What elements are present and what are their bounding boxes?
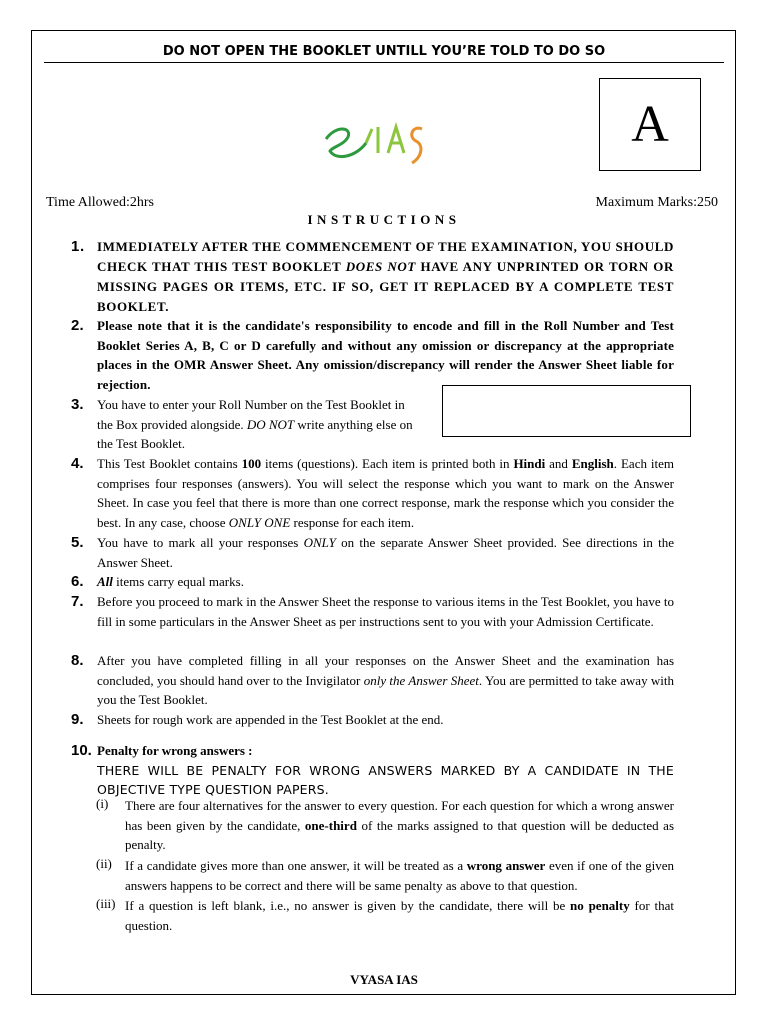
instruction-item: 10. Penalty for wrong answers : THERE WILL BE PENALTY FOR WRONG ANSWERS MARKED BY A CANDIDATE IN THE OBJECTIVE TYPE QUESTION PAPERS. bbox=[71, 742, 674, 798]
instruction-item: 1. IMMEDIATELY AFTER THE COMMENCEMENT OF THE EXAMINATION, YOU SHOULD CHECK THAT THIS TEST BOOKLET DOES NOT HAVE ANY UNPRINTED OR TORN OR MISSING PAGES OR ITEMS, ETC. IF SO, GET IT REPLACED BY A COMPLETE TEST BOOKLET. bbox=[71, 238, 674, 314]
penalty-number: (iii) bbox=[96, 896, 116, 911]
instruction-item: 2. Please note that it is the candidate's responsibility to encode and fill in the Roll Number and Test Booklet Series A, B, C or D carefully and without any omission or discrepancy at the appropriate places in the OMR Answer Sheet. Any omission/discrepancy will render the Answer Sheet liable for rejection. bbox=[71, 317, 674, 392]
booklet-warning: DO NOT OPEN THE BOOKLET UNTILL YOU’RE TOLD TO DO SO bbox=[162, 44, 606, 59]
maximum-marks: Maximum Marks:250 bbox=[595, 195, 718, 210]
penalty-item: If a candidate gives more than one answer, it will be treated as a wrong answer even if one of the given answers happens to be correct and there will be same penalty as above to that question. bbox=[125, 858, 675, 893]
series-letter: A bbox=[631, 96, 669, 153]
header-rule bbox=[44, 62, 724, 63]
instruction-item: 6. All items carry equal marks. bbox=[71, 573, 244, 590]
instruction-item: 4. This Test Booklet contains 100 items (questions). Each item is printed both in Hindi and English. Each item comprises four responses (answers). You will select the response which you want to mark on the Answer Sheet. In case you feel that there is more than one correct response, mark the response which you consider the best. In any case, choose ONLY ONE response for each item. bbox=[71, 455, 674, 530]
instruction-item: 3. You have to enter your Roll Number on the Test Booklet in the Box provided alongside. DO NOT write anything else on the Test Booklet. bbox=[71, 396, 413, 452]
vyasa-logo bbox=[322, 117, 442, 177]
instruction-item: 9. Sheets for rough work are appended in the Test Booklet at the end. bbox=[71, 711, 444, 728]
penalty-item: If a question is left blank, i.e., no answer is given by the candidate, there will be no penalty for that question. bbox=[125, 898, 674, 933]
footer-brand: VYASA IAS bbox=[350, 972, 418, 987]
penalty-number: (ii) bbox=[96, 856, 112, 871]
time-allowed: Time Allowed:2hrs bbox=[46, 195, 154, 210]
series-box bbox=[599, 78, 701, 171]
roll-number-box[interactable] bbox=[442, 385, 691, 437]
instructions-title: INSTRUCTIONS bbox=[307, 212, 461, 227]
penalty-item: There are four alternatives for the answer to every question. For each question for which a wrong answer has been given by the candidate, one-third of the marks assigned to that question will be deducted as penalty. bbox=[125, 798, 675, 853]
instruction-item: 7. Before you proceed to mark in the Answer Sheet the response to various items in the Test Booklet, you have to fill in some particulars in the Answer Sheet as per instructions sent to you with your Admission Certificate. bbox=[71, 593, 674, 629]
instruction-item: 5. You have to mark all your responses ONLY on the separate Answer Sheet provided. See directions in the Answer Sheet. bbox=[71, 534, 674, 570]
instruction-item: 8. After you have completed filling in all your responses on the Answer Sheet and the examination has concluded, you should hand over to the Invigilator only the Answer Sheet. You are permitted to take away with you the Test Booklet. bbox=[71, 652, 675, 708]
penalty-number: (i) bbox=[96, 796, 109, 811]
